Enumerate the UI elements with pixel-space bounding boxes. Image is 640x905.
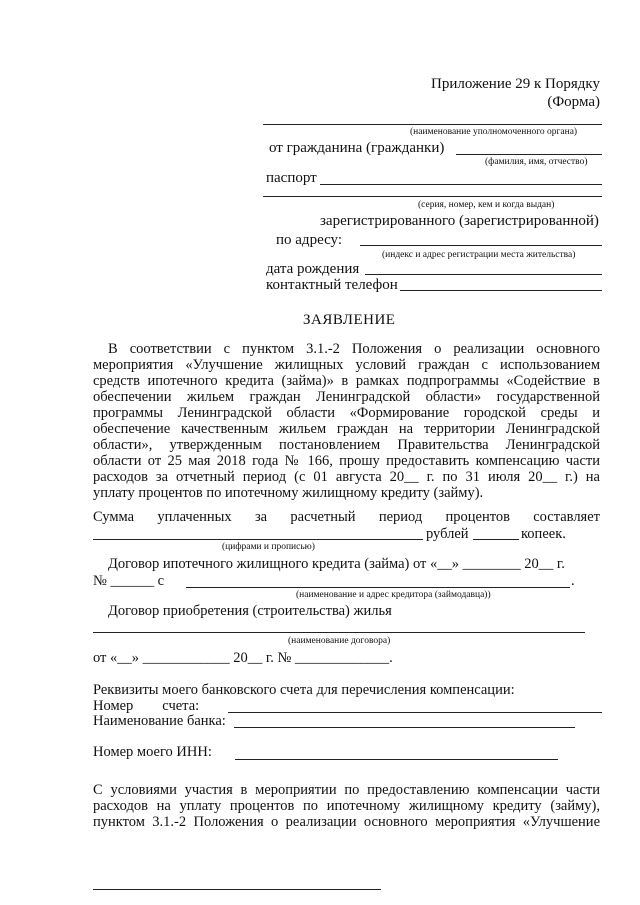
body-line-9: расходов за отчетный период (с 01 августа 20__ г. по 31 июля 20__ г.) на: [93, 469, 600, 485]
phone-label: контактный телефон: [266, 277, 398, 293]
organ-caption: (наименование уполномоченного органа): [410, 127, 578, 137]
contract-number-label: № ______ с: [93, 573, 165, 589]
registered-label: зарегистрированного (зарегистрированной): [320, 213, 599, 229]
footer-line-2: расходов на уплату процентов по ипотечному жилищному кредиту (займу),: [93, 798, 600, 814]
kop-label: копеек.: [521, 526, 566, 542]
birth-date-line[interactable]: [365, 274, 602, 275]
contract-name-line[interactable]: [93, 632, 585, 633]
from-citizen-label: от гражданина (гражданки): [269, 140, 445, 156]
body-line-4: обеспечении жильем граждан Ленинградской области» государственной: [93, 389, 600, 405]
account-number-line[interactable]: [228, 712, 602, 713]
bank-name-label: Наименование банка:: [93, 713, 226, 729]
purchase-contract-label: Договор приобретения (строительства) жилья: [108, 603, 392, 619]
body-line-3: средств ипотечного кредита (займа)» в рамках подпрограммы «Содействие в: [93, 373, 600, 389]
footnote-separator: [93, 889, 381, 890]
creditor-line[interactable]: [186, 587, 570, 588]
fio-line[interactable]: [456, 154, 602, 155]
form-label: (Форма): [547, 94, 600, 110]
passport-caption: (серия, номер, кем и когда выдан): [418, 200, 555, 210]
body-line-10: уплату процентов по ипотечному жилищному кредиту (займу).: [93, 485, 484, 501]
mortgage-contract-label: Договор ипотечного жилищного кредита (займа) от «__» ________ 20__ г.: [108, 556, 565, 572]
sum-amount-line[interactable]: [93, 539, 423, 540]
kop-amount-line[interactable]: [473, 539, 519, 540]
address-label: по адресу:: [276, 232, 343, 248]
inn-line[interactable]: [235, 759, 558, 760]
body-line-5: программы Ленинградской области «Формирование городской среды и: [93, 405, 600, 421]
birth-date-label: дата рождения: [266, 261, 360, 277]
creditor-period: .: [571, 573, 575, 589]
sum-caption: (цифрами и прописью): [222, 542, 315, 552]
document-title: ЗАЯВЛЕНИЕ: [303, 312, 396, 328]
passport-label: паспорт: [266, 170, 317, 186]
contract-date-line: от «__» ____________ 20__ г. № _____________.: [93, 650, 393, 666]
rub-label: рублей: [426, 526, 469, 542]
bank-details-heading: Реквизиты моего банковского счета для перечисления компенсации:: [93, 682, 515, 698]
body-line-7: области», утвержденным постановлением Правительства Ленинградской: [93, 437, 600, 453]
account-number-label: Номер счета:: [93, 698, 200, 714]
fio-caption: (фамилия, имя, отчество): [485, 157, 588, 167]
appendix-reference: Приложение 29 к Порядку: [431, 76, 600, 92]
creditor-caption: (наименование и адрес кредитора (займодавца)): [296, 590, 491, 600]
sum-line: Сумма уплаченных за расчетный период процентов составляет: [93, 509, 600, 525]
organ-name-line[interactable]: [263, 124, 602, 125]
body-line-1: В соответствии с пунктом 3.1.-2 Положения о реализации основного: [108, 341, 600, 357]
inn-label: Номер моего ИНН:: [93, 744, 212, 760]
passport-line-2[interactable]: [263, 196, 602, 197]
address-line[interactable]: [360, 245, 602, 246]
bank-name-line[interactable]: [234, 727, 575, 728]
passport-line-1[interactable]: [320, 184, 602, 185]
body-line-6: обеспечение качественным жильем граждан на территории Ленинградской: [93, 421, 600, 437]
body-line-2: мероприятия «Улучшение жилищных условий граждан с использованием: [93, 357, 600, 373]
footer-line-1: С условиями участия в мероприятии по предоставлению компенсации части: [93, 782, 600, 798]
phone-line[interactable]: [400, 290, 602, 291]
footer-line-3: пунктом 3.1.-2 Положения о реализации основного мероприятия «Улучшение: [93, 814, 600, 830]
body-line-8: области от 25 мая 2018 года № 166, прошу предоставить компенсацию части: [93, 453, 600, 469]
address-caption: (индекс и адрес регистрации места жительства): [382, 250, 576, 260]
contract-name-caption: (наименование договора): [288, 636, 391, 646]
